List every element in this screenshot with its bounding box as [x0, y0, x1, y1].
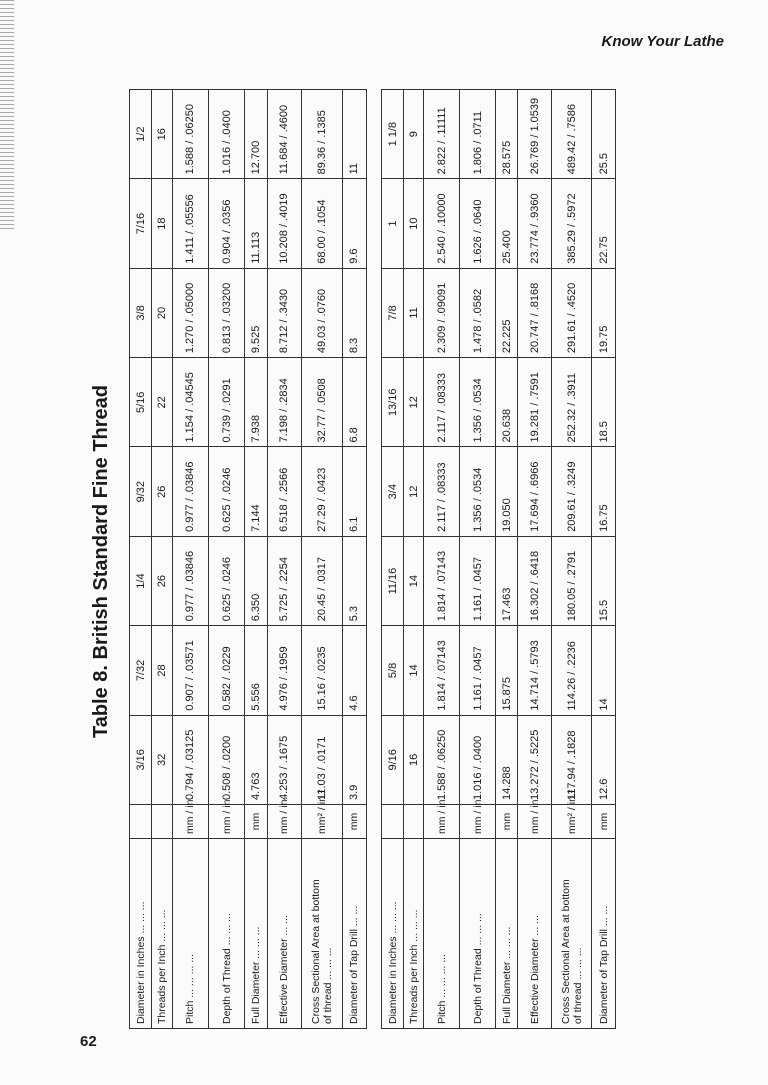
value-cell: 15.875 — [496, 626, 518, 715]
row-label: Diameter of Tap Drill ... ... — [342, 839, 366, 1029]
value-cell: 16 — [404, 715, 424, 804]
value-cell: 17.463 — [496, 536, 518, 625]
unit-cell: mm / in. — [267, 805, 301, 839]
value-cell: 4.253 / .1675 — [267, 715, 301, 804]
value-cell: 385.29 / .5972 — [552, 179, 592, 268]
diameter-header-cell: 7/32 — [130, 626, 152, 715]
value-cell: 26 — [152, 536, 172, 625]
diameter-header-cell: 7/8 — [382, 268, 404, 357]
value-cell: 2.822 / .11111 — [424, 90, 460, 179]
unit-cell: mm — [496, 805, 518, 839]
value-cell: 1.478 / .0582 — [460, 268, 496, 357]
row-label: Diameter in Inches ... ... ... — [382, 839, 404, 1029]
value-cell: 114.26 / .2236 — [552, 626, 592, 715]
row-label-line: Cross Sectional Area at bottom — [559, 879, 572, 1024]
value-cell: 0.907 / .03571 — [172, 626, 208, 715]
diameter-header-cell: 3/16 — [130, 715, 152, 804]
diameter-header-cell: 13/16 — [382, 358, 404, 447]
running-header: Know Your Lathe — [601, 33, 724, 50]
row-label: Depth of Thread ... ... ... — [460, 839, 496, 1029]
diameter-header-cell: 3/4 — [382, 447, 404, 536]
value-cell: 1.588 / .06250 — [424, 715, 460, 804]
value-cell: 9.525 — [245, 268, 267, 357]
unit-cell: mm / in. — [460, 805, 496, 839]
value-cell: 20 — [152, 268, 172, 357]
value-cell: 19.050 — [496, 447, 518, 536]
table-title-wrap — [84, 92, 120, 1030]
value-cell: 28 — [152, 626, 172, 715]
row-label-line: of thread ... ... ... — [321, 947, 334, 1024]
unit-cell — [404, 805, 424, 839]
value-cell: 25.5 — [592, 90, 616, 179]
row-label: Threads per Inch ... ... ... — [404, 839, 424, 1029]
value-cell: 9 — [404, 90, 424, 179]
value-cell: 0.582 / .0229 — [208, 626, 244, 715]
value-cell: 10.208 / .4019 — [267, 179, 301, 268]
value-cell: 26.769 / 1.0539 — [518, 90, 552, 179]
value-cell: 0.508 / .0200 — [208, 715, 244, 804]
value-cell: 0.904 / .0356 — [208, 179, 244, 268]
row-tpi — [404, 90, 424, 1029]
value-cell: 1.626 / .0640 — [460, 179, 496, 268]
diameter-header-cell: 3/8 — [130, 268, 152, 357]
row-label: Effective Diameter ... ... — [518, 839, 552, 1029]
value-cell: 28.575 — [496, 90, 518, 179]
value-cell: 4.976 / .1959 — [267, 626, 301, 715]
row-label-line: Cross Sectional Area at bottom — [309, 879, 322, 1024]
value-cell: 252.32 / .3911 — [552, 358, 592, 447]
value-cell: 12 — [404, 358, 424, 447]
row-label: Pitch ... ... ... ... — [424, 839, 460, 1029]
value-cell: 7.144 — [245, 447, 267, 536]
value-cell: 0.625 / .0246 — [208, 447, 244, 536]
value-cell: 12 — [404, 447, 424, 536]
value-cell: 6.518 / .2566 — [267, 447, 301, 536]
value-cell: 12.6 — [592, 715, 616, 804]
value-cell: 89.36 / .1385 — [302, 90, 343, 179]
value-cell: 11.03 / .0171 — [302, 715, 343, 804]
row-label: Effective Diameter ... ... — [267, 839, 301, 1029]
diameter-header-cell: 7/16 — [130, 179, 152, 268]
value-cell: 14 — [404, 536, 424, 625]
value-cell: 16.302 / .6418 — [518, 536, 552, 625]
value-cell: 68.00 / .1054 — [302, 179, 343, 268]
diameter-header-cell: 1/2 — [130, 90, 152, 179]
value-cell: 18.5 — [592, 358, 616, 447]
value-cell: 23.774 / .9360 — [518, 179, 552, 268]
value-cell: 16.75 — [592, 447, 616, 536]
value-cell: 5.725 / .2254 — [267, 536, 301, 625]
value-cell: 11 — [342, 90, 366, 179]
value-cell: 8.712 / .3430 — [267, 268, 301, 357]
row-label: Pitch ... ... ... ... — [172, 839, 208, 1029]
row-label-line: of thread ... ... ... — [571, 947, 584, 1024]
value-cell: 25.400 — [496, 179, 518, 268]
row-label: Diameter of Tap Drill ... ... — [592, 839, 616, 1029]
row-effective — [518, 90, 552, 1029]
value-cell: 20.45 / .0317 — [302, 536, 343, 625]
unit-cell: mm² / in.² — [302, 805, 343, 839]
value-cell: 0.625 / .0246 — [208, 536, 244, 625]
value-cell: 6.8 — [342, 358, 366, 447]
unit-cell: mm / in. — [424, 805, 460, 839]
value-cell: 26 — [152, 447, 172, 536]
value-cell: 2.117 / .08333 — [424, 447, 460, 536]
value-cell: 1.016 / .0400 — [208, 90, 244, 179]
value-cell: 20.638 — [496, 358, 518, 447]
value-cell: 1.411 / .05556 — [172, 179, 208, 268]
value-cell: 18 — [152, 179, 172, 268]
value-cell: 1.814 / .07143 — [424, 536, 460, 625]
unit-cell: mm / in. — [208, 805, 244, 839]
row-label: Threads per Inch ... ... ... — [152, 839, 172, 1029]
value-cell: 11.684 / .4600 — [267, 90, 301, 179]
value-cell: 180.05 / .2791 — [552, 536, 592, 625]
row-effective — [267, 90, 301, 1029]
value-cell: 8.3 — [342, 268, 366, 357]
value-cell: 4.763 — [245, 715, 267, 804]
diameter-header-cell: 1/4 — [130, 536, 152, 625]
value-cell: 14 — [404, 626, 424, 715]
row-pitch — [424, 90, 460, 1029]
value-cell: 9.6 — [342, 179, 366, 268]
value-cell: 15.5 — [592, 536, 616, 625]
row-tpi — [152, 90, 172, 1029]
value-cell: 0.977 / .03846 — [172, 536, 208, 625]
value-cell: 14.714 / .5793 — [518, 626, 552, 715]
row-depth — [460, 90, 496, 1029]
value-cell: 0.977 / .03846 — [172, 447, 208, 536]
row-area — [302, 90, 343, 1029]
value-cell: 19.281 / .7591 — [518, 358, 552, 447]
thread-table-2 — [381, 89, 616, 1029]
row-label — [552, 839, 592, 1029]
row-area — [552, 90, 592, 1029]
diameter-header-cell: 11/16 — [382, 536, 404, 625]
value-cell: 1.356 / .0534 — [460, 447, 496, 536]
scan-speckle — [0, 0, 14, 230]
value-cell: 10 — [404, 179, 424, 268]
unit-cell: mm² / in.² — [552, 805, 592, 839]
unit-cell: mm — [342, 805, 366, 839]
value-cell: 7.938 — [245, 358, 267, 447]
value-cell: 16 — [152, 90, 172, 179]
unit-cell: mm — [592, 805, 616, 839]
value-cell: 13.272 / .5225 — [518, 715, 552, 804]
row-label: Depth of Thread ... ... ... — [208, 839, 244, 1029]
row-label: Full Diameter ... ... ... — [245, 839, 267, 1029]
value-cell: 4.6 — [342, 626, 366, 715]
row-full — [496, 90, 518, 1029]
value-cell: 1.154 / .04545 — [172, 358, 208, 447]
value-cell: 15.16 / .0235 — [302, 626, 343, 715]
unit-cell — [382, 805, 404, 839]
diameter-header-cell: 9/16 — [382, 715, 404, 804]
value-cell: 14 — [592, 626, 616, 715]
row-diameter — [130, 90, 152, 1029]
row-label: Diameter in Inches ... ... ... — [130, 839, 152, 1029]
value-cell: 19.75 — [592, 268, 616, 357]
row-full — [245, 90, 267, 1029]
value-cell: 22.75 — [592, 179, 616, 268]
value-cell: 1.356 / .0534 — [460, 358, 496, 447]
value-cell: 1.270 / .05000 — [172, 268, 208, 357]
value-cell: 0.739 / .0291 — [208, 358, 244, 447]
value-cell: 22 — [152, 358, 172, 447]
value-cell: 1.814 / .07143 — [424, 626, 460, 715]
value-cell: 32 — [152, 715, 172, 804]
row-depth — [208, 90, 244, 1029]
value-cell: 0.794 / .03125 — [172, 715, 208, 804]
value-cell: 49.03 / .0760 — [302, 268, 343, 357]
diameter-header-cell: 1 — [382, 179, 404, 268]
value-cell: 12.700 — [245, 90, 267, 179]
unit-cell — [152, 805, 172, 839]
value-cell: 2.117 / .08333 — [424, 358, 460, 447]
table-title: Table 8. British Standard Fine Thread — [90, 384, 113, 738]
diameter-header-cell: 9/32 — [130, 447, 152, 536]
value-cell: 1.016 / .0400 — [460, 715, 496, 804]
row-label: Full Diameter ... ... ... — [496, 839, 518, 1029]
value-cell: 0.813 / .03200 — [208, 268, 244, 357]
value-cell: 20.747 / .8168 — [518, 268, 552, 357]
value-cell: 22.225 — [496, 268, 518, 357]
value-cell: 1.161 / .0457 — [460, 626, 496, 715]
value-cell: 14.288 — [496, 715, 518, 804]
value-cell: 117.94 / .1828 — [552, 715, 592, 804]
value-cell: 7.198 / .2834 — [267, 358, 301, 447]
diameter-header-cell: 1 1/8 — [382, 90, 404, 179]
value-cell: 209.61 / .3249 — [552, 447, 592, 536]
value-cell: 11 — [404, 268, 424, 357]
thread-table-1 — [129, 89, 367, 1029]
row-diameter — [382, 90, 404, 1029]
value-cell: 1.161 / .0457 — [460, 536, 496, 625]
value-cell: 17.694 / .6966 — [518, 447, 552, 536]
row-label — [302, 839, 343, 1029]
value-cell: 2.540 / .10000 — [424, 179, 460, 268]
value-cell: 6.350 — [245, 536, 267, 625]
unit-cell: mm / in. — [518, 805, 552, 839]
value-cell: 3.9 — [342, 715, 366, 804]
diameter-header-cell: 5/16 — [130, 358, 152, 447]
value-cell: 27.29 / .0423 — [302, 447, 343, 536]
value-cell: 5.556 — [245, 626, 267, 715]
row-drill — [342, 90, 366, 1029]
value-cell: 1.806 / .0711 — [460, 90, 496, 179]
row-drill — [592, 90, 616, 1029]
table-1 — [129, 89, 367, 1029]
diameter-header-cell: 5/8 — [382, 626, 404, 715]
value-cell: 11.113 — [245, 179, 267, 268]
unit-cell — [130, 805, 152, 839]
unit-cell: mm — [245, 805, 267, 839]
value-cell: 6.1 — [342, 447, 366, 536]
value-cell: 489.42 / .7586 — [552, 90, 592, 179]
row-pitch — [172, 90, 208, 1029]
value-cell: 2.309 / .09091 — [424, 268, 460, 357]
value-cell: 32.77 / .0508 — [302, 358, 343, 447]
value-cell: 1.588 / .06250 — [172, 90, 208, 179]
value-cell: 5.3 — [342, 536, 366, 625]
value-cell: 291.61 / .4520 — [552, 268, 592, 357]
unit-cell: mm / in. — [172, 805, 208, 839]
page-number: 62 — [80, 1033, 97, 1050]
table-2 — [381, 89, 610, 1029]
